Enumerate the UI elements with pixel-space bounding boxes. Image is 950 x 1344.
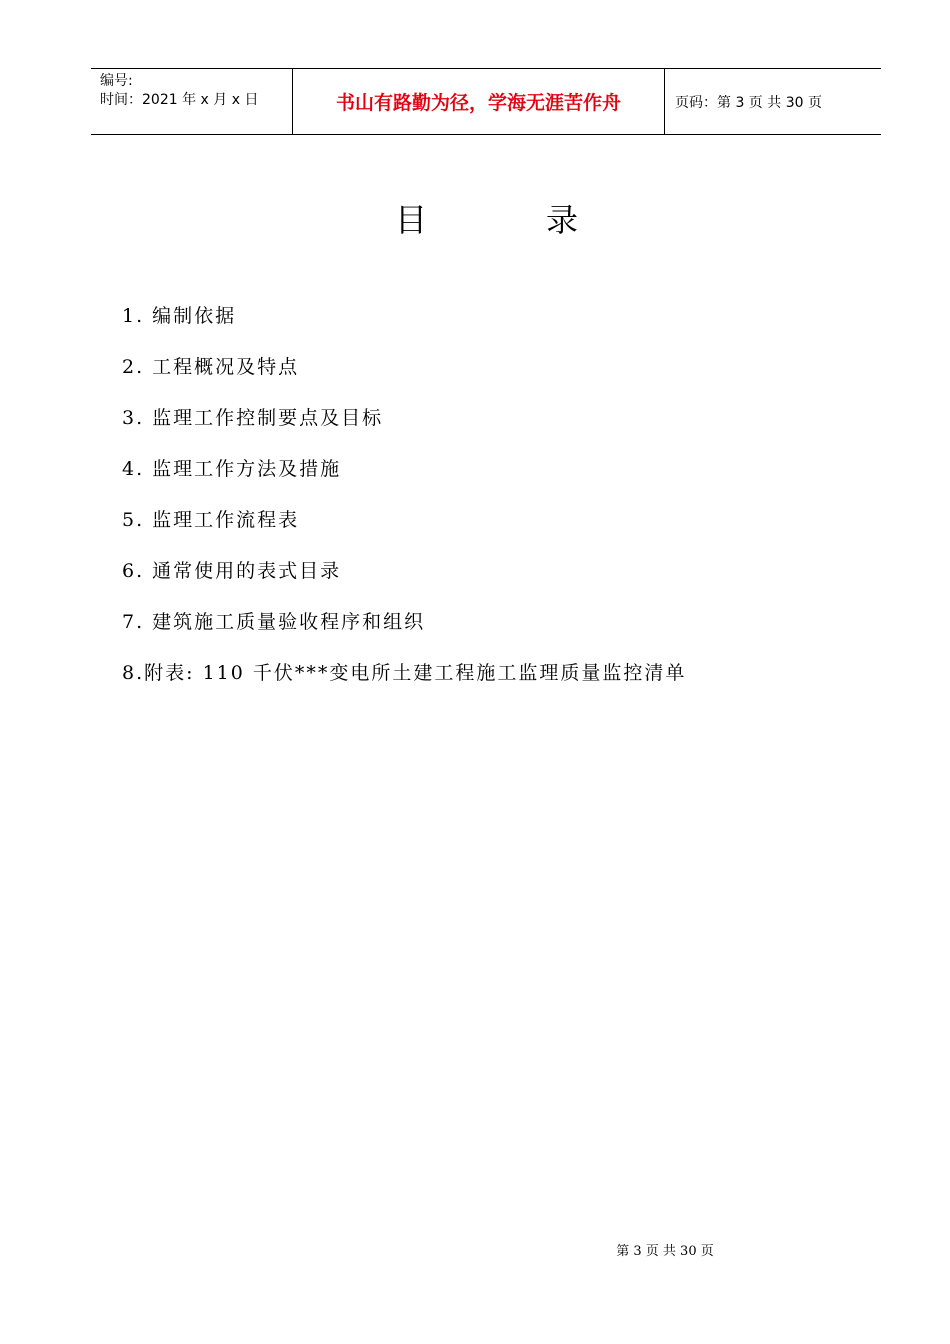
title-char-2: 录	[546, 201, 579, 239]
page-title	[0, 196, 950, 246]
header-page-cell	[665, 69, 881, 135]
document-header	[91, 68, 881, 135]
toc-item: 8.附表: 110 千伏***变电所土建工程施工监理质量监控清单	[122, 662, 687, 684]
table-of-contents	[122, 300, 686, 708]
toc-item: 2. 工程概况及特点	[122, 356, 300, 378]
toc-item: 3. 监理工作控制要点及目标	[122, 407, 384, 429]
header-page-info: 页码：第 3 页 共 30 页	[675, 95, 822, 111]
header-info-cell	[91, 69, 293, 135]
toc-item: 1. 编制依据	[122, 305, 237, 327]
time-label: 时间：2021 年 x 月 x 日	[100, 92, 259, 108]
toc-item: 7. 建筑施工质量验收程序和组织	[122, 611, 426, 633]
serial-number-label: 编号:	[100, 73, 133, 89]
motto-text: 书山有路勤为径，学海无涯苦作舟	[335, 92, 621, 114]
title-char-1: 目	[395, 201, 428, 239]
page-footer: 第 3 页 共 30 页	[616, 1244, 714, 1259]
toc-item: 4. 监理工作方法及措施	[122, 458, 342, 480]
toc-item: 6. 通常使用的表式目录	[122, 560, 342, 582]
header-motto-cell	[293, 69, 665, 135]
toc-item: 5. 监理工作流程表	[122, 509, 300, 531]
